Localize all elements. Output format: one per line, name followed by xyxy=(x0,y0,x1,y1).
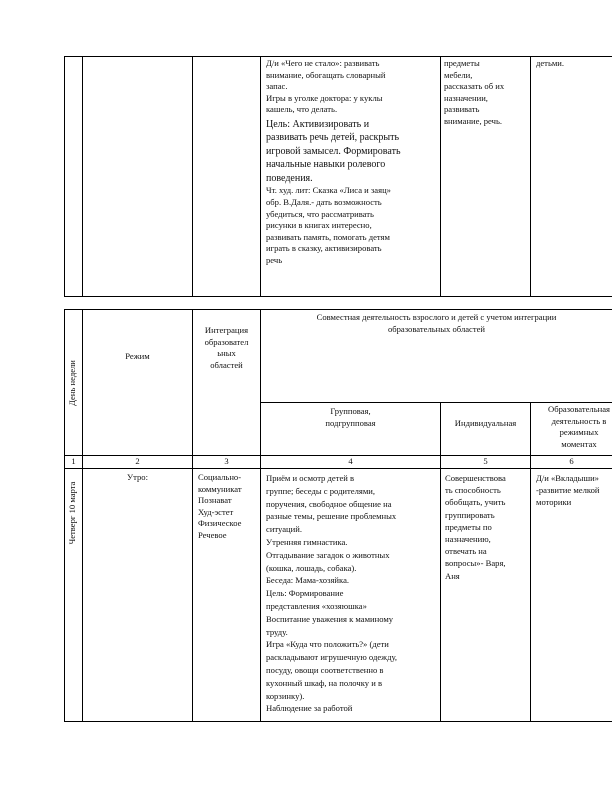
text-line: детьми. xyxy=(536,58,565,68)
text-line: Игры в уголке доктора: у куклы xyxy=(266,92,383,103)
text-line: Физическое xyxy=(198,518,242,529)
text-line: Приём и осмотр детей в xyxy=(266,473,355,483)
text-line: рассказать об их xyxy=(444,81,505,92)
text-line: Д/и «Чего не стало»: развивать xyxy=(266,58,380,68)
text-line: обр. В.Даля.- дать возможность xyxy=(266,197,382,208)
text-line: посуду, овощи соответственно в xyxy=(266,664,384,675)
text-line: Групповая, xyxy=(330,406,371,416)
row-educational-activity xyxy=(536,472,612,509)
text-line: рисунки в книгах интересно, xyxy=(266,220,372,231)
text-line: внимание, обогащать словарный xyxy=(266,69,386,80)
header-educational xyxy=(534,404,612,450)
text-line: областей xyxy=(210,359,243,370)
text-line: предметы по xyxy=(445,521,492,532)
text-line: Совершенствова xyxy=(445,473,506,483)
text-line: раскладывают игрушечную одежду, xyxy=(266,652,398,663)
text-line: Отгадывание загадок о животных xyxy=(266,549,390,560)
row-areas xyxy=(198,472,260,542)
header-joint-activity xyxy=(261,312,612,335)
text-line: ть способность xyxy=(445,485,501,496)
text-line: убедиться, что рассматривать xyxy=(266,208,374,219)
column-number: 2 xyxy=(135,456,140,466)
text-line: Утренняя гимнастика. xyxy=(266,536,348,547)
header-individual: Индивидуальная xyxy=(454,418,517,428)
text-line: кухонный шкаф, на полочку и в xyxy=(266,677,383,688)
text-line: мебели, xyxy=(444,69,473,80)
text-line: назначении, xyxy=(444,92,488,103)
header-group xyxy=(261,406,440,429)
column-number: 3 xyxy=(224,456,229,466)
text-line: предметы xyxy=(444,58,480,68)
text-line: Наблюдение за работой xyxy=(266,703,353,714)
text-line: внимание, речь. xyxy=(444,115,503,126)
text-line: играть в сказку, активизировать xyxy=(266,243,382,254)
text-line: Худ-эстет xyxy=(198,506,234,517)
text-line: моментах xyxy=(561,438,597,449)
column-number: 6 xyxy=(569,456,574,466)
text-line: Цель: Формирование xyxy=(266,588,344,599)
text-line: Аня xyxy=(445,570,460,581)
text-line: игровой замысел. Формировать xyxy=(266,145,401,157)
text-line: поведения. xyxy=(266,172,313,184)
row-day: Четверг 10 марта xyxy=(67,481,77,545)
text-line: образовательных областей xyxy=(387,323,486,334)
text-line: деятельность в xyxy=(551,415,607,426)
text-line: моторики xyxy=(536,497,572,508)
text-line: (кошка, лошадь, собака). xyxy=(266,562,357,573)
text-line: группировать xyxy=(445,509,495,520)
text-line: Образовательная xyxy=(547,404,610,414)
text-line: разные темы, решение проблемных xyxy=(266,511,397,522)
column-number: 4 xyxy=(348,456,353,466)
table1-activity-part-a xyxy=(266,58,438,116)
text-line: Беседа: Мама-хозяйка. xyxy=(266,575,350,586)
row-individual-activity xyxy=(445,472,529,582)
column-number: 5 xyxy=(483,456,488,466)
text-line: Игра «Куда что положить?» (дети xyxy=(266,639,389,650)
row-regime: Утро: xyxy=(127,472,148,482)
text-line: коммуникат xyxy=(198,483,242,494)
table1-activity-part-b xyxy=(266,118,438,186)
text-line: Чт. худ. лит: Сказка «Лиса и заяц» xyxy=(266,185,391,196)
text-line: корзинку). xyxy=(266,690,305,701)
text-line: режимных xyxy=(559,427,599,438)
text-line: группе; беседы с родителями, xyxy=(266,485,376,496)
text-line: представления «хозяюшка» xyxy=(266,600,367,611)
text-line: -развитие мелкой xyxy=(536,485,600,496)
text-line: поручения, свободное общение на xyxy=(266,498,392,509)
text-line: обобщать, учить xyxy=(445,497,506,508)
text-line: начальные навыки ролевого xyxy=(266,159,386,171)
text-line: речь xyxy=(266,255,283,266)
text-line: ьных xyxy=(217,348,236,359)
header-integration xyxy=(193,325,260,371)
row-group-activity xyxy=(266,472,440,715)
text-line: Познават xyxy=(198,495,232,506)
header-regime: Режим xyxy=(125,351,150,361)
text-line: развивать xyxy=(444,104,480,115)
text-line: Социально- xyxy=(198,472,242,482)
text-line: Д/и «Вкладыши» xyxy=(536,473,599,483)
text-line: подгрупповая xyxy=(325,417,376,428)
text-line: развивать память, помогать детям xyxy=(266,231,390,242)
table1-individual-cell xyxy=(444,58,528,128)
text-line: Цель: Активизировать и xyxy=(266,118,370,130)
table1-educational-cell xyxy=(536,58,612,70)
table1-activity-cell xyxy=(266,58,438,267)
text-line: отвечать на xyxy=(445,546,487,557)
header-day-of-week: День недели xyxy=(67,360,77,406)
text-line: Совместная деятельность взрослого и детей с учетом интеграции xyxy=(316,312,557,322)
text-line: развивать речь детей, раскрыть xyxy=(266,132,400,144)
text-line: Речевое xyxy=(198,529,227,540)
text-line: Интеграция xyxy=(204,325,249,335)
text-line: труду. xyxy=(266,626,288,637)
text-line: Воспитание уважения к маминому xyxy=(266,613,394,624)
text-line: назначению, xyxy=(445,534,491,545)
table1-activity-part-c xyxy=(266,185,438,266)
text-line: образовател xyxy=(204,336,249,347)
column-number: 1 xyxy=(71,456,76,466)
text-line: кашель, что делать. xyxy=(266,104,338,115)
text-line: вопросы»- Варя, xyxy=(445,558,506,569)
text-line: запас. xyxy=(266,81,288,92)
text-line: ситуаций. xyxy=(266,524,302,535)
